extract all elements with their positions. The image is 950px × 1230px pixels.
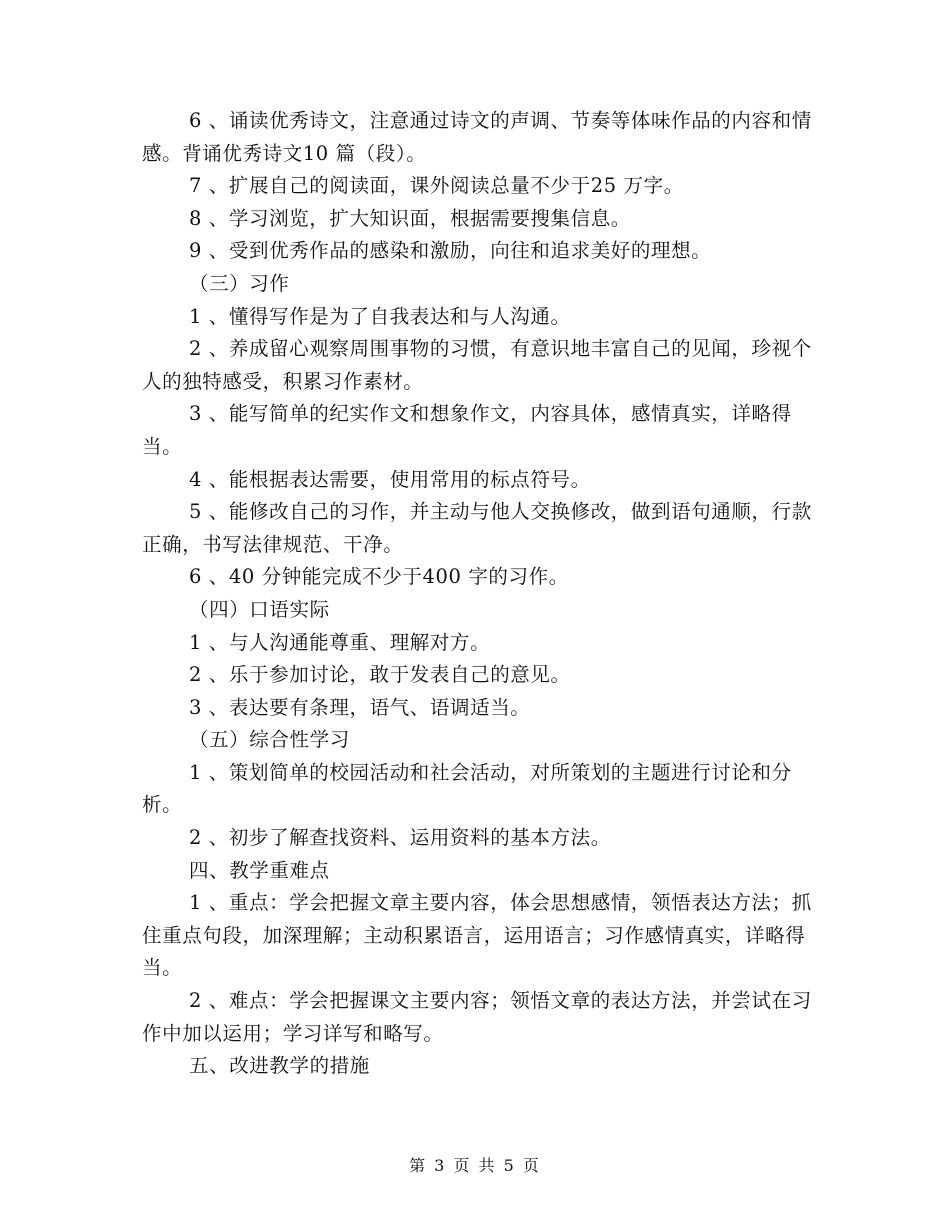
section-heading-writing: （三）习作	[189, 271, 290, 295]
section-heading-oral: （四）口语实际	[189, 597, 330, 621]
paragraph-recite-poems: 6 、诵读优秀诗文，注意通过诗文的声调、节奏等体味作品的内容和情感。背诵优秀诗文10 篇（段）。	[142, 109, 812, 165]
paragraph-revise-writing: 5 、能修改自己的习作，并主动与他人交换修改，做到语句通顺，行款正确，书写法律规范、干净。	[142, 500, 812, 556]
document-body	[142, 105, 822, 1083]
paragraph-difficult-points: 2 、难点：学会把握课文主要内容；领悟文章的表达方法，并尝试在习作中加以运用；学习详写和略写。	[142, 989, 812, 1045]
paragraph-key-points: 1 、重点：学会把握文章主要内容，体会思想感情，领悟表达方法；抓住重点句段，加深理解；主动积累语言，运用语言；习作感情真实，详略得当。	[142, 891, 812, 980]
paragraph-inspired-works: 9 、受到优秀作品的感染和激励，向往和追求美好的理想。	[189, 239, 712, 263]
paragraph-extended-reading: 7 、扩展自己的阅读面，课外阅读总量不少于25 万字。	[189, 174, 684, 198]
paragraph-browse-learning: 8 、学习浏览，扩大知识面，根据需要搜集信息。	[189, 206, 631, 230]
section-heading-comprehensive: （五）综合性学习	[189, 728, 350, 752]
paragraph-respect-others: 1 、与人沟通能尊重、理解对方。	[189, 630, 491, 654]
paragraph-simple-compositions: 3 、能写简单的纪实作文和想象作文，内容具体，感情真实，详略得当。	[142, 402, 792, 458]
section-heading-improvement: 五、改进教学的措施	[189, 1054, 370, 1078]
paragraph-express-clearly: 3 、表达要有条理，语气、语调适当。	[189, 695, 531, 719]
paragraph-writing-purpose: 1 、懂得写作是为了自我表达和与人沟通。	[189, 304, 571, 328]
paragraph-observation-habit: 2 、养成留心观察周围事物的习惯，有意识地丰富自己的见闻，珍视个人的独特感受，积累习作素材。	[142, 337, 812, 393]
paragraph-forty-minutes: 6 、40 分钟能完成不少于400 字的习作。	[189, 565, 569, 589]
paragraph-find-materials: 2 、初步了解查找资料、运用资料的基本方法。	[189, 826, 611, 850]
section-heading-key-difficult: 四、教学重难点	[189, 858, 330, 882]
paragraph-join-discussion: 2 、乐于参加讨论，敢于发表自己的意见。	[189, 663, 571, 687]
paragraph-plan-activities: 1 、策划简单的校园活动和社会活动，对所策划的主题进行讨论和分析。	[142, 760, 792, 817]
paragraph-punctuation: 4 、能根据表达需要，使用常用的标点符号。	[189, 467, 591, 491]
page-number-footer: 第 3 页 共 5 页	[409, 1156, 541, 1175]
